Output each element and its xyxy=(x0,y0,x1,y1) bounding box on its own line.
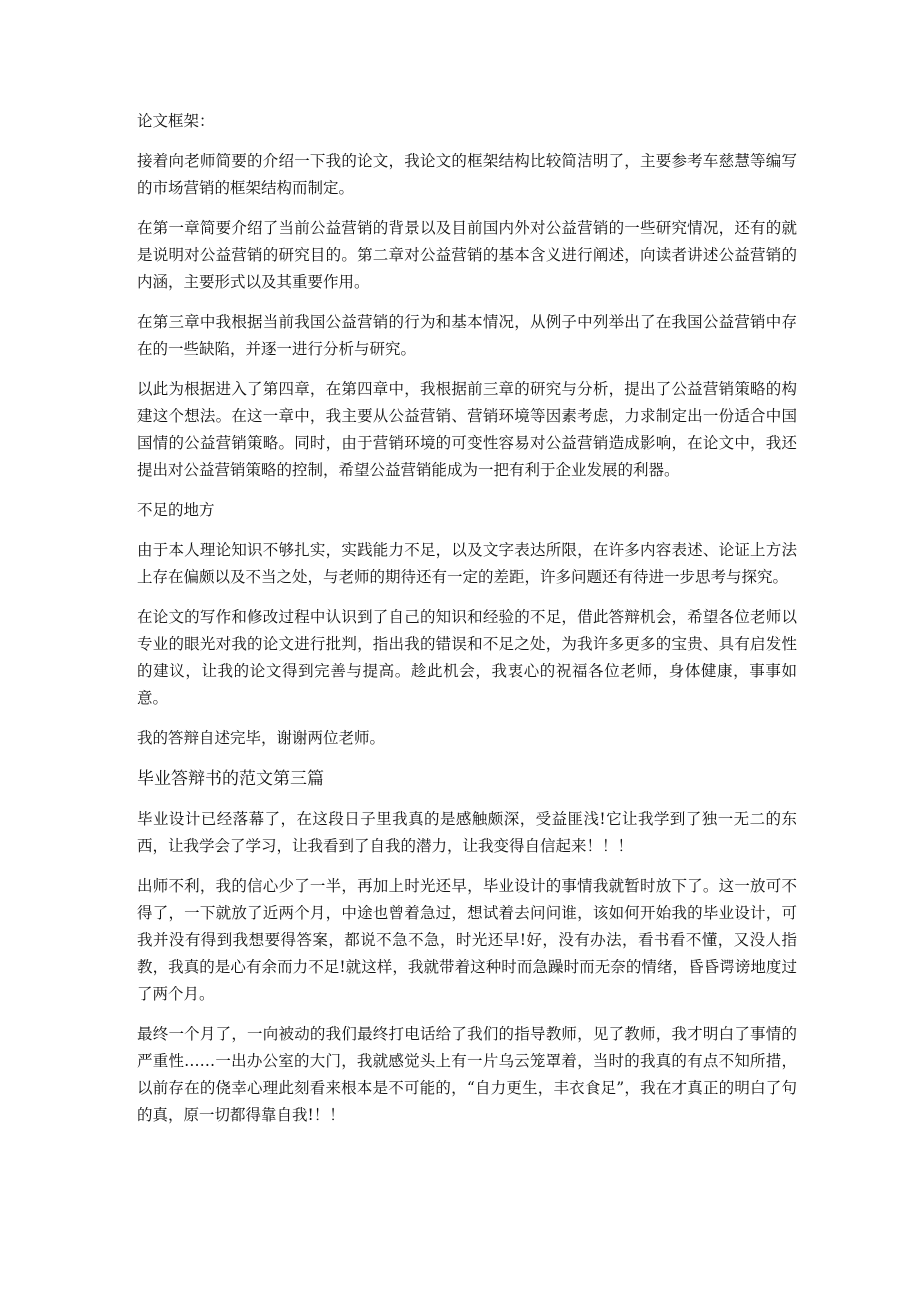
shortcoming-label: 不足的地方 xyxy=(137,501,215,519)
paragraph: 毕业设计已经落幕了，在这段日子里我真的是感触颇深，受益匪浅!它让我学到了独一无二的东西，让我学会了学习，让我看到了自我的潜力，让我变得自信起来！！！ xyxy=(137,810,797,855)
paragraph: 接着向老师简要的介绍一下我的论文，我论文的框架结构比较简洁明了，主要参考车慈慧等编写的市场营销的框架结构而制定。 xyxy=(137,152,797,197)
section-title: 毕业答辩书的范文第三篇 xyxy=(137,769,324,789)
paragraph: 出师不利，我的信心少了一半，再加上时光还早，毕业设计的事情我就暂时放下了。这一放可不得了，一下就放了近两个月，中途也曾着急过，想试着去问问谁，该如何开始我的毕业设计，可我并没有得到我想要得答案，都说不急不急，时光还早!好，没有办法，看书看不懂，又没人指教，我真的是心有余而力不足!就这样，我就带着这种时而急躁时而无奈的情绪，昏昏谔谤地度过了两个月。 xyxy=(137,877,797,1003)
paragraph: 最终一个月了，一向被动的我们最终打电话给了我们的指导教师，见了教师，我才明白了事情的严重性……一出办公室的大门，我就感觉头上有一片乌云笼罩着，当时的我真的有点不知所措，以前存在的侥幸心理此刻看来根本是不可能的，“自力更生，丰衣食足”，我在才真正的明白了句的真，原一切都得靠自我!！！ xyxy=(137,1025,797,1124)
paragraph: 在第一章简要介绍了当前公益营销的背景以及目前国内外对公益营销的一些研究情况，还有的就是说明对公益营销的研究目的。第二章对公益营销的基本含义进行阐述，向读者讲述公益营销的内涵，主要形式以及其重要作用。 xyxy=(137,219,797,291)
paragraph: 在论文的写作和修改过程中认识到了自己的知识和经验的不足，借此答辩机会，希望各位老师以专业的眼光对我的论文进行批判，指出我的错误和不足之处，为我许多更多的宝贵、具有启发性的建议，让我的论文得到完善与提高。趁此机会，我衷心的祝福各位老师，身体健康，事事如意。 xyxy=(137,608,797,707)
paragraph: 我的答辩自述完毕，谢谢两位老师。 xyxy=(137,729,386,747)
paragraph: 在第三章中我根据当前我国公益营销的行为和基本情况，从例子中列举出了在我国公益营销中存在的一些缺陷，并逐一进行分析与研究。 xyxy=(137,313,797,358)
framework-label: 论文框架： xyxy=(137,112,215,130)
paragraph: 以此为根据进入了第四章，在第四章中，我根据前三章的研究与分析，提出了公益营销策略的构建这个想法。在这一章中，我主要从公益营销、营销环境等因素考虑，力求制定出一份适合中国国情的公益营销策略。同时，由于营销环境的可变性容易对公益营销造成影响，在论文中，我还提出对公益营销策略的控制，希望公益营销能成为一把有利于企业发展的利器。 xyxy=(137,380,797,479)
document-body xyxy=(137,108,797,1129)
paragraph: 由于本人理论知识不够扎实，实践能力不足，以及文字表达所限，在许多内容表述、论证上方法上存在偏颇以及不当之处，与老师的期待还有一定的差距，许多问题还有待进一步思考与探究。 xyxy=(137,541,797,586)
